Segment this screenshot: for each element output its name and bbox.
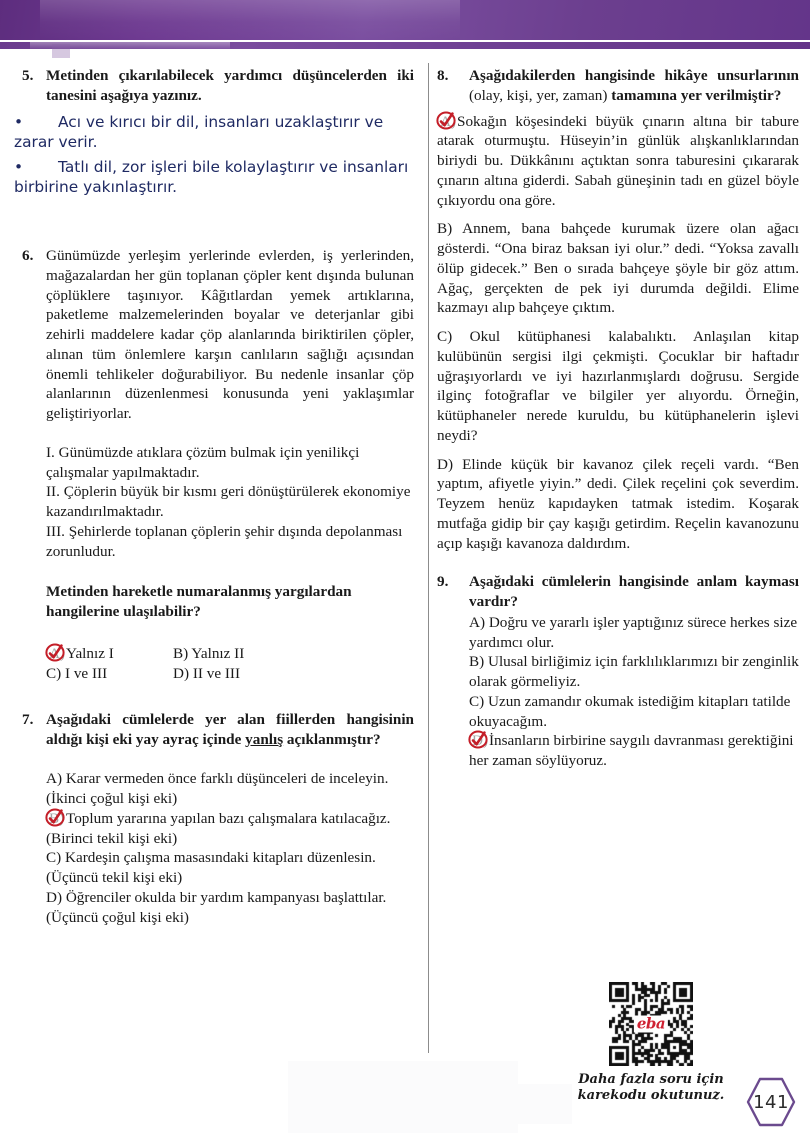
question-7-stem-part1: Aşağıdaki cümlelerde yer alan fiillerden hangisinin aldığı kişi eki yay ayraç içinde — [46, 710, 414, 748]
option-7-A-letter: A) — [46, 770, 63, 788]
answer-2-text: Tatlı dil, zor işleri bile kolaylaştırır ve insanları birbirine yakınlaştırır. — [14, 157, 409, 197]
correct-answer-check-icon — [46, 644, 65, 661]
eba-logo: eba — [634, 1016, 668, 1033]
qr-code[interactable] — [609, 982, 693, 1066]
question-7-stem-underlined: yanlış — [245, 730, 284, 748]
question-6 — [14, 246, 414, 424]
option-8-A-letter: A) — [440, 112, 457, 130]
question-6-options-row-1 — [46, 644, 414, 664]
option-6-D-letter: D) — [173, 664, 190, 682]
question-6-roman-2: II. Çöplerin büyük bir kısmı geri dönüştürülerek ekonomiye kazandırılmaktadır. — [46, 483, 411, 521]
option-9-D-letter: D) — [472, 732, 489, 750]
option-9-A[interactable] — [469, 613, 799, 653]
page-number-text: 141 — [753, 1091, 789, 1113]
question-8-stem-part2: tamamına yer verilmiştir? — [607, 86, 782, 104]
page-number-badge — [744, 1075, 798, 1129]
answer-1-text: Acı ve kırıcı bir dil, insanları uzaklaştırır ve zarar verir. — [14, 112, 384, 152]
option-6-C-text: I ve III — [64, 664, 108, 682]
question-5-stem: Metinden çıkarılabilecek yardımcı düşüncelerden iki tanesini aşağıya yazınız. — [46, 67, 414, 104]
option-6-A-text: Yalnız I — [66, 644, 114, 662]
question-6-options-row-2 — [46, 664, 414, 684]
qr-caption-line-2: karekodu okutunuz. — [577, 1088, 725, 1104]
option-7-C-text: Kardeşin çalışma masasındaki kitapları düzenlesin. (Üçüncü tekil kişi eki) — [46, 849, 376, 887]
option-6-B-letter: B) — [173, 644, 189, 662]
question-8 — [437, 66, 799, 106]
option-6-D[interactable] — [173, 664, 323, 684]
option-7-B-text: Toplum yararına yapılan bazı çalışmalara katılacağız. (Birinci tekil kişi eki) — [46, 809, 391, 847]
question-8-stem-part1: Aşağıdakilerden hangisinde hikâye unsurlarının — [469, 67, 799, 84]
option-6-B[interactable] — [173, 644, 323, 664]
option-7-B-letter: B) — [49, 809, 65, 827]
question-9-stem: Aşağıdaki cümlelerin hangisinde anlam kayması vardır? — [469, 573, 799, 610]
option-6-C-letter: C) — [46, 664, 62, 682]
question-5 — [14, 66, 414, 106]
page-header-banner — [0, 0, 810, 48]
option-8-B-letter: B) — [437, 220, 453, 238]
question-6-question: Metinden hareketle numaralanmış yargılardan hangilerine ulaşılabilir? — [46, 583, 352, 621]
question-6-passage: Günümüzde yerleşim yerlerinde evlerden, iş yerlerinden, mağazalardan her gün toplanan çöpler kent dışında bulunan çöplüklere taşınıyor. Kâğıtlardan yemek artıklarına, paketleme malzemelerinden boyalar ve deterjanlar gibi zehirli maddelere kadar çöp alanlarında biriktirilen çöpler, alınan tüm önlemlere karşın canlıların sağlığı açısından önemli tehlikeler doğurabiliyor. Bu nedenle insanlar çöp alanlarının düzenlenmesi konusunda yeni yaklaşımlar geliştiriyorlar. — [46, 247, 414, 423]
question-6-roman-3: III. Şehirlerde toplanan çöplerin şehir dışında depolanması zorunludur. — [46, 522, 403, 560]
option-8-A-text: Sokağın köşesindeki büyük çınarın altına bir tabure atarak oturmuştu. Hüseyin’in günlük alışkanlıklarından biriydi bu. Dükkânını açtıktan sonra taburesini çıkararak çınarın altına giderdi. Sabah güneşinin tadı en güzel böyle çıkıyordu ona göre. — [437, 112, 799, 209]
question-5-answer-2 — [14, 157, 414, 198]
option-8-B[interactable] — [437, 219, 799, 318]
qr-caption-line-1: Daha fazla soru için — [578, 1072, 724, 1087]
option-6-A[interactable] — [46, 644, 173, 664]
option-9-B[interactable] — [469, 652, 799, 692]
question-5-number: 5. — [22, 67, 34, 84]
option-9-C-letter: C) — [469, 692, 485, 710]
question-6-roman-1: I. Günümüzde atıklara çözüm bulmak için yenilikçi çalışmalar yapılmaktadır. — [46, 443, 360, 481]
option-6-C[interactable] — [46, 664, 173, 684]
question-7-stem-part2: açıklanmıştır? — [283, 730, 381, 748]
option-9-C[interactable] — [469, 692, 799, 732]
question-8-stem-paren: (olay, kişi, yer, zaman) — [469, 86, 608, 104]
question-6-options — [14, 644, 414, 684]
option-6-B-text: Yalnız II — [191, 644, 245, 662]
option-8-D[interactable] — [437, 455, 799, 554]
correct-answer-check-icon — [437, 112, 456, 129]
option-8-D-letter: D) — [437, 455, 454, 473]
answer-bullet-1: • — [14, 112, 24, 131]
option-7-D[interactable] — [46, 888, 414, 928]
option-7-C-letter: C) — [46, 849, 62, 867]
left-column — [14, 49, 414, 927]
qr-caption — [566, 1072, 736, 1105]
qr-section — [566, 982, 736, 1105]
option-6-A-letter: A) — [49, 644, 66, 662]
question-8-stem — [469, 66, 799, 106]
question-5-answer-1 — [14, 112, 414, 153]
option-7-C[interactable] — [46, 848, 414, 888]
question-8-number: 8. — [437, 67, 449, 84]
option-7-D-letter: D) — [46, 888, 63, 906]
banner-gloss-highlight — [40, 0, 460, 40]
option-9-B-text: Ulusal birliğimiz için farklılıklarımızı bir zenginlik olarak görmeliyiz. — [469, 653, 799, 690]
option-8-C[interactable] — [437, 327, 799, 446]
question-6-number: 6. — [22, 247, 34, 265]
option-7-A-text: Karar vermeden önce farklı düşünceleri de inceleyin. (İkinci çoğul kişi eki) — [46, 770, 389, 808]
correct-answer-check-icon — [469, 731, 488, 748]
page-body — [0, 49, 810, 1143]
question-7-stem — [46, 710, 414, 750]
question-9 — [437, 572, 799, 771]
option-8-C-letter: C) — [437, 328, 453, 345]
right-column — [437, 49, 799, 771]
question-9-number: 9. — [437, 573, 449, 591]
option-8-C-text: Okul kütüphanesi kalabalıktı. Anlaşılan kitap kulübünün sergisi ilgi çekmişti. Çocuklar bir haftadır uğraşıyorlardı ve iyi hazırlanmışlardı doğrusu. Sergide ilginç fotoğraflar ve bilgiler yer alıyordu. Örneğin, kütüphaneler nerede kuruldu, bu kütüphanelerin işlevi neydi? — [437, 328, 799, 444]
option-9-B-letter: B) — [469, 653, 485, 671]
option-9-A-text: Doğru ve yararlı işler yaptığınız sürece herkes size yardımcı olur. — [469, 613, 798, 651]
option-7-A[interactable] — [46, 769, 414, 809]
column-divider — [428, 63, 429, 1053]
scan-artifact-2 — [437, 1084, 572, 1124]
question-7 — [14, 710, 414, 750]
correct-answer-check-icon — [46, 809, 65, 826]
question-7-number: 7. — [22, 710, 34, 728]
option-9-D[interactable] — [469, 731, 799, 771]
option-9-A-letter: A) — [469, 613, 486, 631]
question-7-options — [14, 769, 414, 927]
option-9-D-text: İnsanların birbirine saygılı davranması gerektiğini her zaman söylüyoruz. — [469, 732, 794, 769]
option-9-C-text: Uzun zamandır okumak istediğim kitapları tatilde okuyacağım. — [469, 692, 791, 730]
option-8-D-text: Elinde küçük bir kavanoz çilek reçeli vardı. “Ben yaptım, afiyetle yiyin.” dedi. Çilek reçelini çok severdim. Teyzem henüz kapıdayken tatmak istedim. Koşarak mutfağa gidip bir çay kaşığı getirdim. Reçelin kavanozunu açıp kaşığı kavanoza daldırdım. — [437, 455, 800, 552]
option-8-A[interactable] — [437, 112, 799, 211]
option-8-B-text: Annem, bana bahçede kurumak üzere olan ağacı gösterdi. “Ona biraz baksan iyi olur.” dedi. “Yoksa zavallı ölüp gidecek.” Ben o sırada bahçeye şöyle bir göz attım. Ağaç, gerçekten de pek iyi durumda değildi. Elime kazmayı alıp bahçeye çıktım. — [437, 220, 799, 317]
option-6-D-text: II ve III — [192, 664, 241, 682]
answer-bullet-2: • — [14, 157, 24, 176]
option-7-D-text: Öğrenciler okulda bir yardım kampanyası başlattılar. (Üçüncü çoğul kişi eki) — [46, 888, 387, 926]
option-7-B[interactable] — [46, 809, 414, 849]
